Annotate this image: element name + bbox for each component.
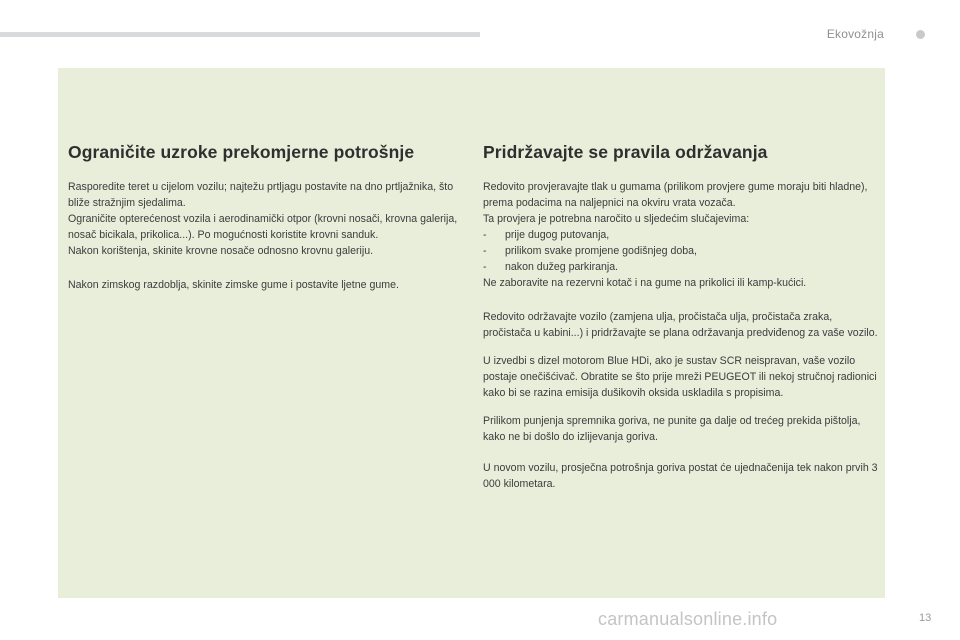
maintenance-text: Redovito održavajte vozilo (zamjena ulja, pročistača ulja, pročistača zraka, pročistača u kabini...) i pridržavajte se plana održavanja predviđenog za vaše vozilo. (483, 311, 878, 339)
refuelling-text: Prilikom punjenja spremnika goriva, ne punite ga dalje od trećeg prekida pištolja, kako ne bi došlo do izlijevanja goriva. (483, 415, 861, 443)
bullet-dash: - (483, 261, 487, 273)
roof-load-text: Ograničite opterećenost vozila i aerodinamički otpor (krovni nosači, krovna galerija, nosač bicikala, prikolica...). Po mogućnosti koristite krovni sanduk. (68, 213, 458, 241)
bullet-dash: - (483, 229, 487, 241)
section-title: Ekovožnja (826, 27, 884, 41)
list-item: - prije dugog putovanja, (483, 229, 610, 241)
right-heading: Pridržavajte se pravila održavanja (483, 142, 768, 162)
winter-tyres-text: Nakon zimskog razdoblja, skinite zimske gume i postavite ljetne gume. (68, 279, 399, 291)
right-column (483, 142, 878, 492)
list-item: - prilikom svake promjene godišnjeg doba, (483, 245, 697, 257)
new-vehicle-consumption-text: U novom vozilu, prosječna potrošnja goriva postat će ujednačenija tek nakon prvih 3 000 kilometara. (483, 462, 878, 490)
left-column (68, 142, 463, 293)
watermark: carmanualsonline.info (598, 609, 778, 629)
roof-removal-text: Nakon korištenja, skinite krovne nosače odnosno krovnu galeriju. (68, 245, 374, 257)
page-number: 13 (919, 612, 932, 624)
content-panel (58, 68, 885, 598)
left-heading: Ograničite uzroke prekomjerne potrošnje (68, 142, 415, 162)
list-item: - nakon dužeg parkiranja. (483, 261, 619, 273)
bullet-dash: - (483, 245, 487, 257)
load-distribution-text: Rasporedite teret u cijelom vozilu; najtežu prtljagu postavite na dno prtljažnika, što bliže stražnjim sjedalima. (68, 181, 454, 209)
tyre-pressure-text: Redovito provjeravajte tlak u gumama (prilikom provjere gume moraju biti hladne), prema podacima na naljepnici na okviru vrata vozača. (483, 181, 868, 209)
header-rule (0, 32, 480, 37)
diesel-scr-text: U izvedbi s dizel motorom Blue HDi, ako je sustav SCR neispravan, vaše vozilo postaje onečišćivač. Obratite se što prije mreži PEUGEOT ili nekoj stručnoj radionici kako bi se razina emisija dušikovih oksida uskladila s propisima. (483, 355, 877, 399)
spare-tyre-text: Ne zaboravite na rezervni kotač i na gume na prikolici ili kamp-kućici. (483, 277, 807, 289)
tyre-check-intro: Ta provjera je potrebna naročito u sljedećim slučajevima: (483, 213, 750, 225)
corner-dot-icon (916, 30, 925, 39)
tyre-check-list (483, 227, 878, 275)
